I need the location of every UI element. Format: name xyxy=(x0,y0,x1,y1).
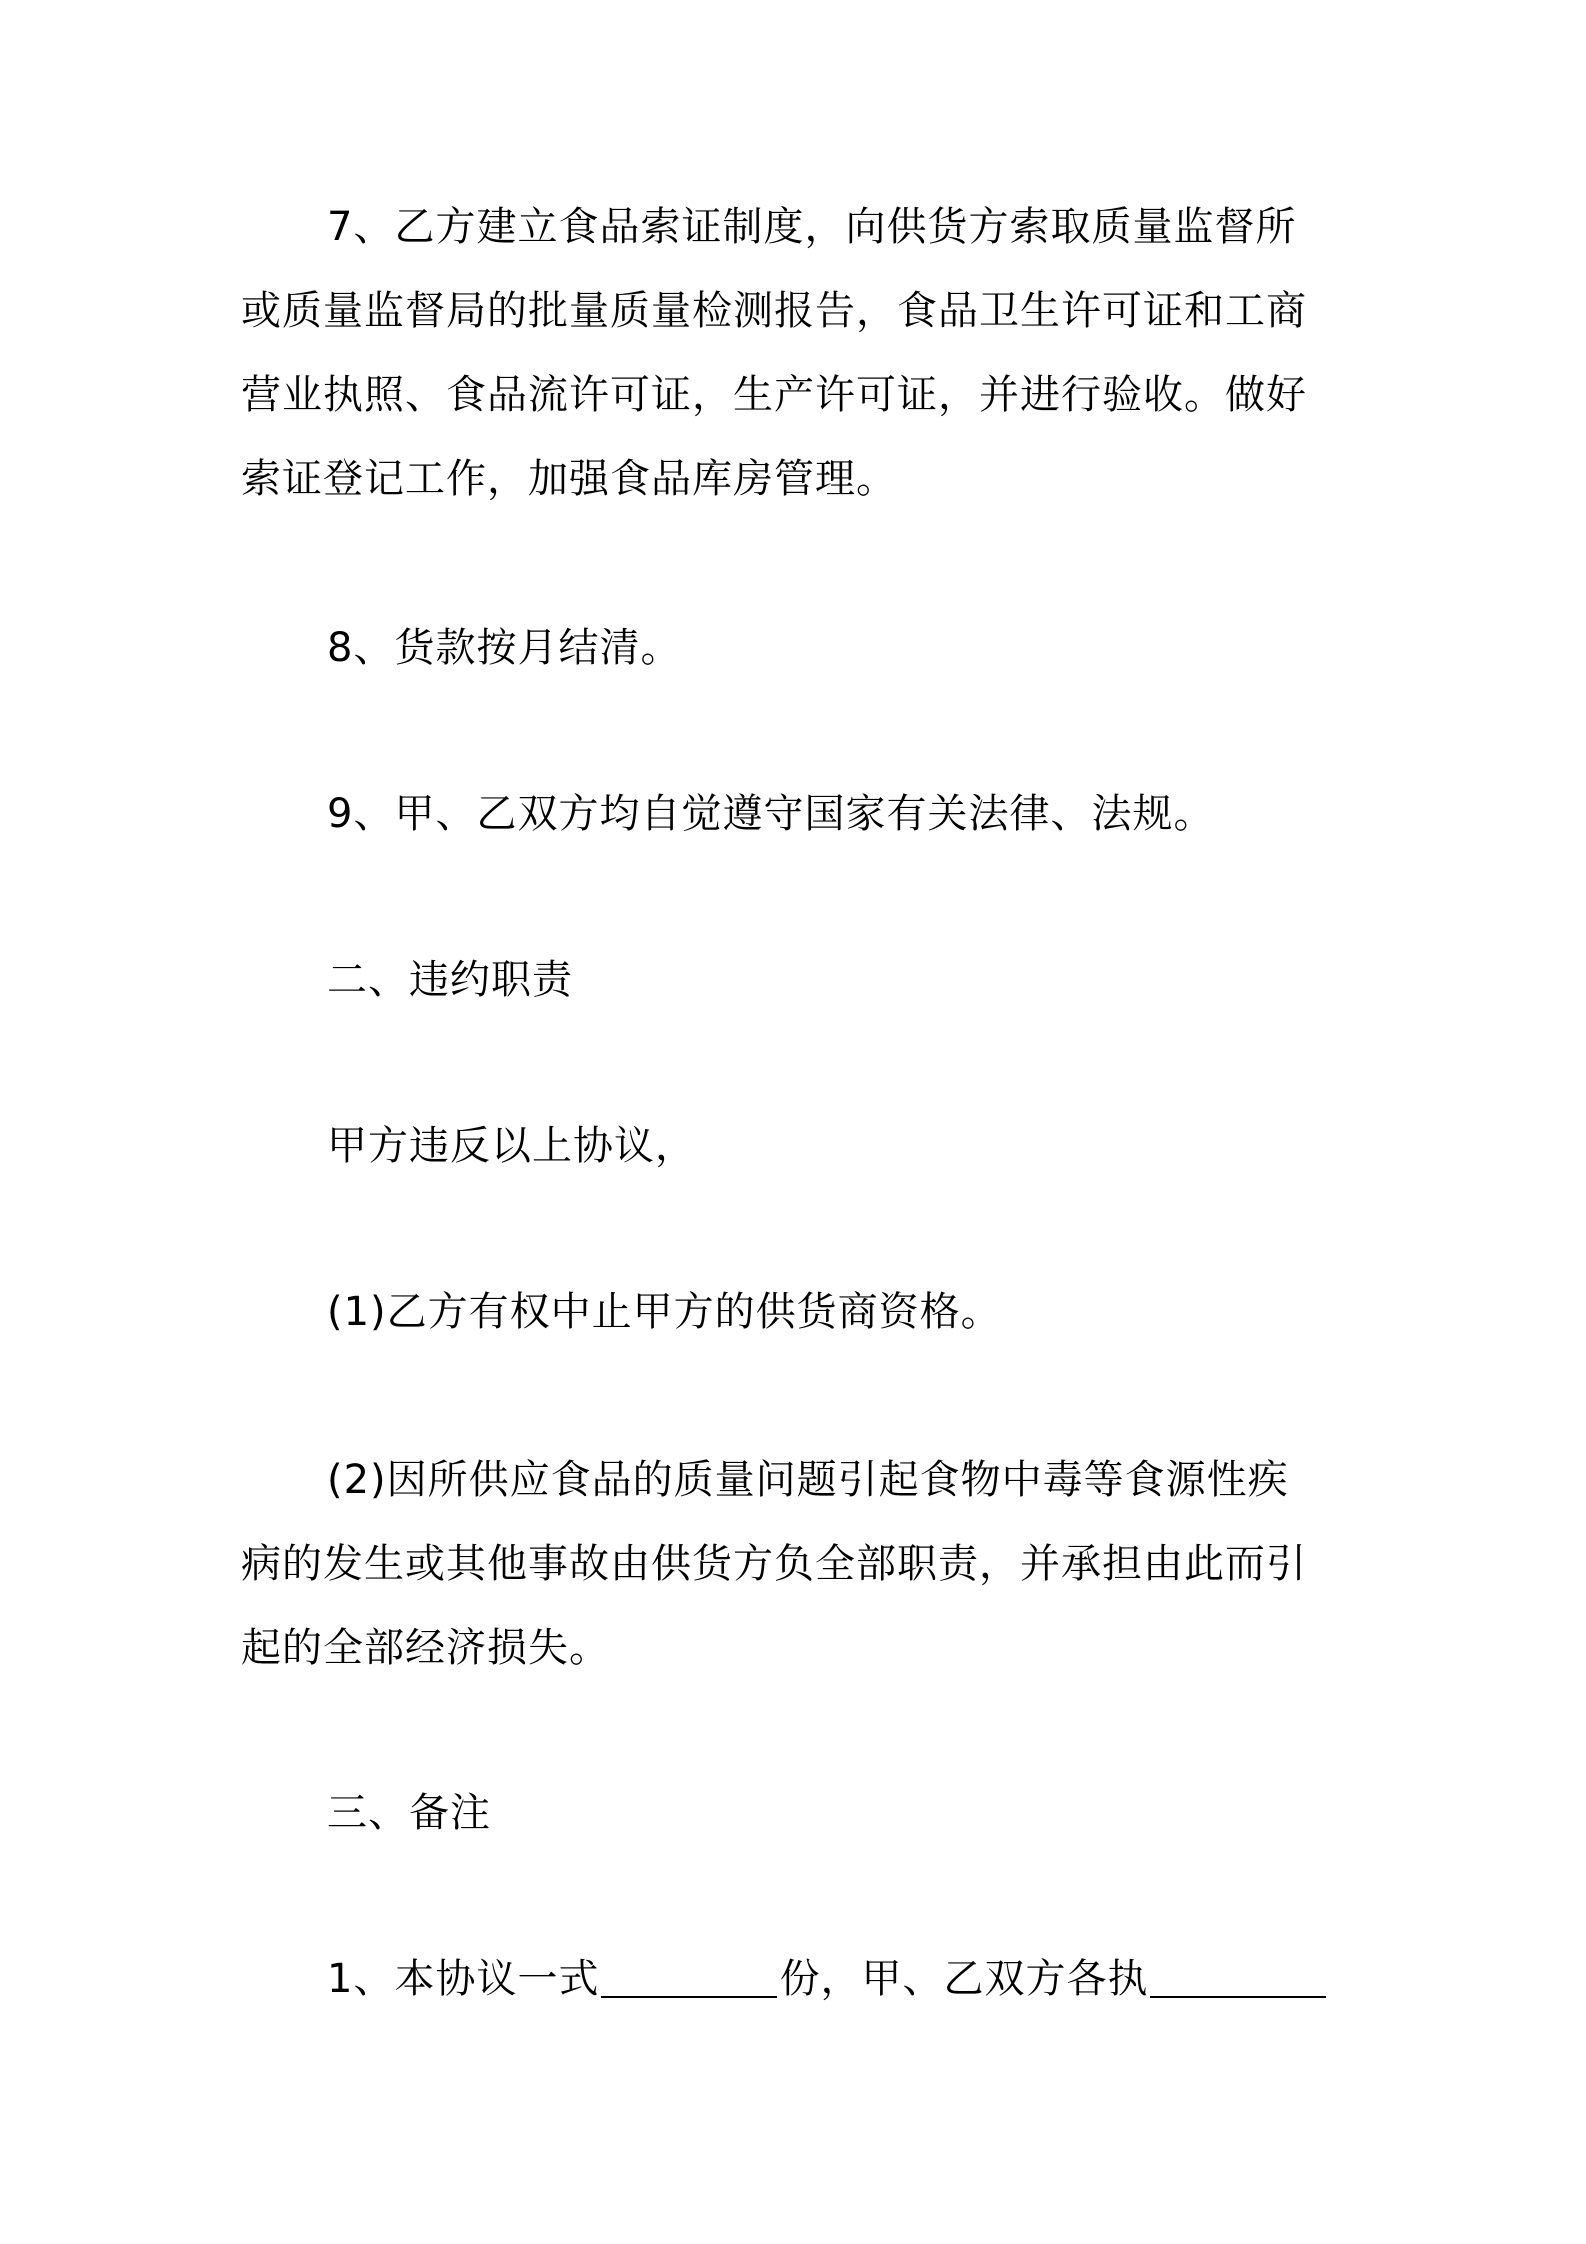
section-heading-breach-text: 二、违约职责 xyxy=(327,957,573,1003)
section-heading-notes-text: 三、备注 xyxy=(327,1790,491,1836)
copies-blank xyxy=(601,1996,777,1998)
note-item-1-part-2: 份，甲、乙双方各执 xyxy=(779,1956,1149,2002)
note-item-1-line xyxy=(241,1937,1351,2021)
paragraph-7-line-1: 7、乙方建立食品索证制度，向供货方索取质量监督所 xyxy=(327,204,1297,250)
breach-item-2-line-2: 病的发生或其他事故由供货方负全部职责，并承担由此而引 xyxy=(241,1541,1307,1587)
section-heading-breach xyxy=(241,938,1351,1022)
note-item-1 xyxy=(241,1937,1351,2021)
paragraph-7-line-3: 营业执照、食品流许可证，生产许可证，并进行验收。做好 xyxy=(241,372,1307,418)
paragraph-9 xyxy=(241,772,1351,856)
breach-item-2-line-3: 起的全部经济损失。 xyxy=(241,1625,610,1671)
paragraph-7 xyxy=(241,185,1351,521)
breach-item-2-line-1: (2)因所供应食品的质量问题引起食物中毒等食源性疾 xyxy=(327,1457,1289,1503)
breach-item-2 xyxy=(241,1438,1351,1690)
section-heading-notes xyxy=(241,1771,1351,1855)
breach-intro xyxy=(241,1104,1351,1188)
breach-intro-text: 甲方违反以上协议， xyxy=(327,1123,696,1169)
paragraph-7-line-4: 索证登记工作，加强食品库房管理。 xyxy=(241,456,897,502)
paragraph-7-line-2: 或质量监督局的批量质量检测报告，食品卫生许可证和工商 xyxy=(241,288,1307,334)
paragraph-8 xyxy=(241,606,1351,690)
breach-item-1 xyxy=(241,1270,1351,1354)
paragraph-9-text: 9、甲、乙双方均自觉遵守国家有关法律、法规。 xyxy=(327,791,1215,837)
breach-item-1-text: (1)乙方有权中止甲方的供货商资格。 xyxy=(327,1289,1002,1335)
note-item-1-part-1: 1、本协议一式 xyxy=(327,1956,600,2002)
copies-each-blank xyxy=(1150,1996,1326,1998)
paragraph-8-text: 8、货款按月结清。 xyxy=(327,625,682,671)
